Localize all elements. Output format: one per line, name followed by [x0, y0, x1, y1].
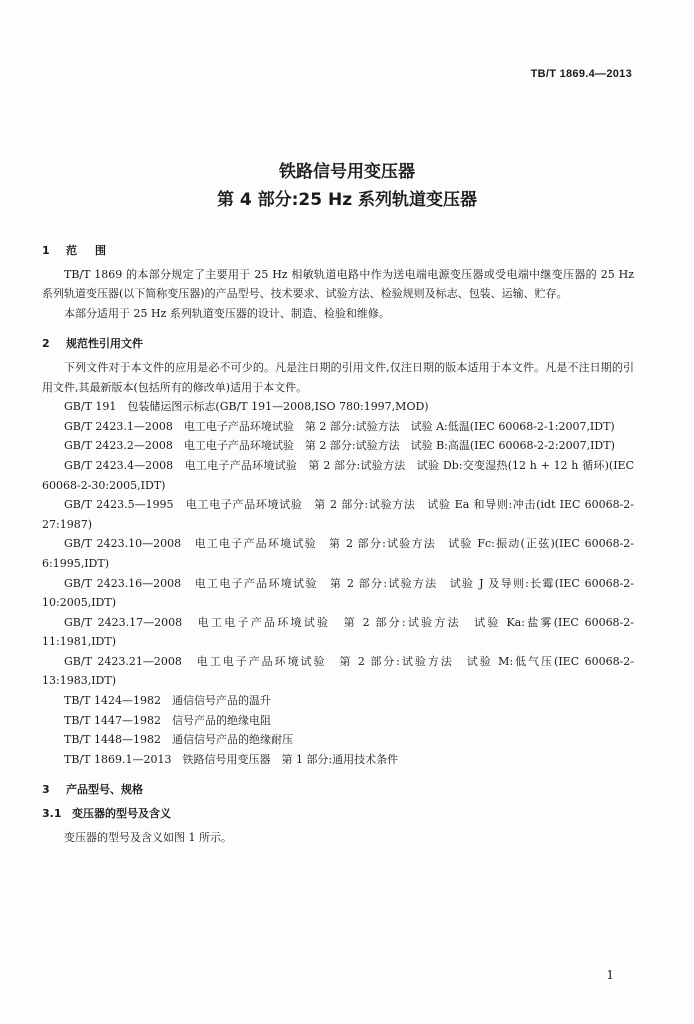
section-2-heading: [42, 334, 634, 354]
reference-item: GB/T 2423.5—1995 电工电子产品环境试验 第 2 部分:试验方法 试验 Ea 和导则:冲击(idt IEC 60068-2-27:1987): [42, 498, 634, 531]
reference-item: GB/T 2423.17—2008 电工电子产品环境试验 第 2 部分:试验方法 试验 Ka:盐雾(IEC 60068-2-11:1981,IDT): [42, 615, 634, 649]
reference-item: GB/T 2423.10—2008 电工电子产品环境试验 第 2 部分:试验方法 试验 Fc:振动(正弦)(IEC 60068-2-6:1995,IDT): [42, 537, 634, 570]
title-line-1: 铁路信号用变压器: [279, 162, 415, 182]
section-1-heading: [42, 241, 634, 261]
document-title: [0, 158, 694, 214]
section-3-heading: [42, 780, 634, 800]
reference-item: TB/T 1448—1982 通信信号产品的绝缘耐压: [64, 733, 293, 747]
reference-item: GB/T 2423.16—2008 电工电子产品环境试验 第 2 部分:试验方法 试验 J 及导则:长霉(IEC 60068-2-10:2005,IDT): [42, 576, 634, 610]
section-3-1-heading: [42, 804, 634, 824]
section-1-paragraph-2: 本部分适用于 25 Hz 系列轨道变压器的设计、制造、检验和维修。: [64, 306, 390, 320]
reference-item: GB/T 191 包装储运图示标志(GB/T 191—2008,ISO 780:1997,MOD): [64, 400, 429, 414]
reference-item: GB/T 2423.1—2008 电工电子产品环境试验 第 2 部分:试验方法 试验 A:低温(IEC 60068-2-1:2007,IDT): [64, 419, 615, 433]
reference-item: GB/T 2423.4—2008 电工电子产品环境试验 第 2 部分:试验方法 试验 Db:交变湿热(12 h + 12 h 循环)(IEC 60068-2-30:2005,IDT): [42, 458, 634, 492]
page-number: 1: [606, 968, 614, 982]
reference-item: TB/T 1869.1—2013 铁路信号用变压器 第 1 部分:通用技术条件: [64, 752, 399, 766]
standard-code-header: TB/T 1869.4—2013: [530, 68, 632, 80]
subsection-title: 变压器的型号及含义: [72, 807, 171, 821]
reference-item: TB/T 1447—1982 信号产品的绝缘电阻: [64, 713, 271, 727]
reference-item: TB/T 1424—1982 通信信号产品的温升: [64, 694, 271, 708]
section-number: 3: [42, 783, 50, 797]
section-number: 2: [42, 337, 50, 351]
section-1-paragraph-1: TB/T 1869 的本部分规定了主要用于 25 Hz 相敏轨道电路中作为送电端电源变压器或受电端中继变压器的 25 Hz 系列轨道变压器(以下简称变压器)的产品型号、技术要求、试验方法、检验规则及标志、包装、运输、贮存。: [42, 267, 634, 301]
reference-item: GB/T 2423.2—2008 电工电子产品环境试验 第 2 部分:试验方法 试验 B:高温(IEC 60068-2-2:2007,IDT): [64, 439, 615, 453]
section-3-1-paragraph: 变压器的型号及含义如图 1 所示。: [64, 830, 232, 844]
section-title: 产品型号、规格: [66, 783, 143, 797]
section-title: 规范性引用文件: [66, 337, 143, 351]
section-2-intro: 下列文件对于本文件的应用是必不可少的。凡是注日期的引用文件,仅注日期的版本适用于本文件。凡是不注日期的引用文件,其最新版本(包括所有的修改单)适用于本文件。: [42, 360, 634, 394]
section-title: 范围: [66, 244, 124, 257]
title-line-2: 第 4 部分:25 Hz 系列轨道变压器: [216, 190, 478, 210]
section-number: 1: [42, 244, 50, 257]
subsection-number: 3.1: [42, 807, 62, 821]
reference-item: GB/T 2423.21—2008 电工电子产品环境试验 第 2 部分:试验方法 试验 M:低气压(IEC 60068-2-13:1983,IDT): [42, 654, 634, 688]
document-body: [42, 238, 634, 847]
